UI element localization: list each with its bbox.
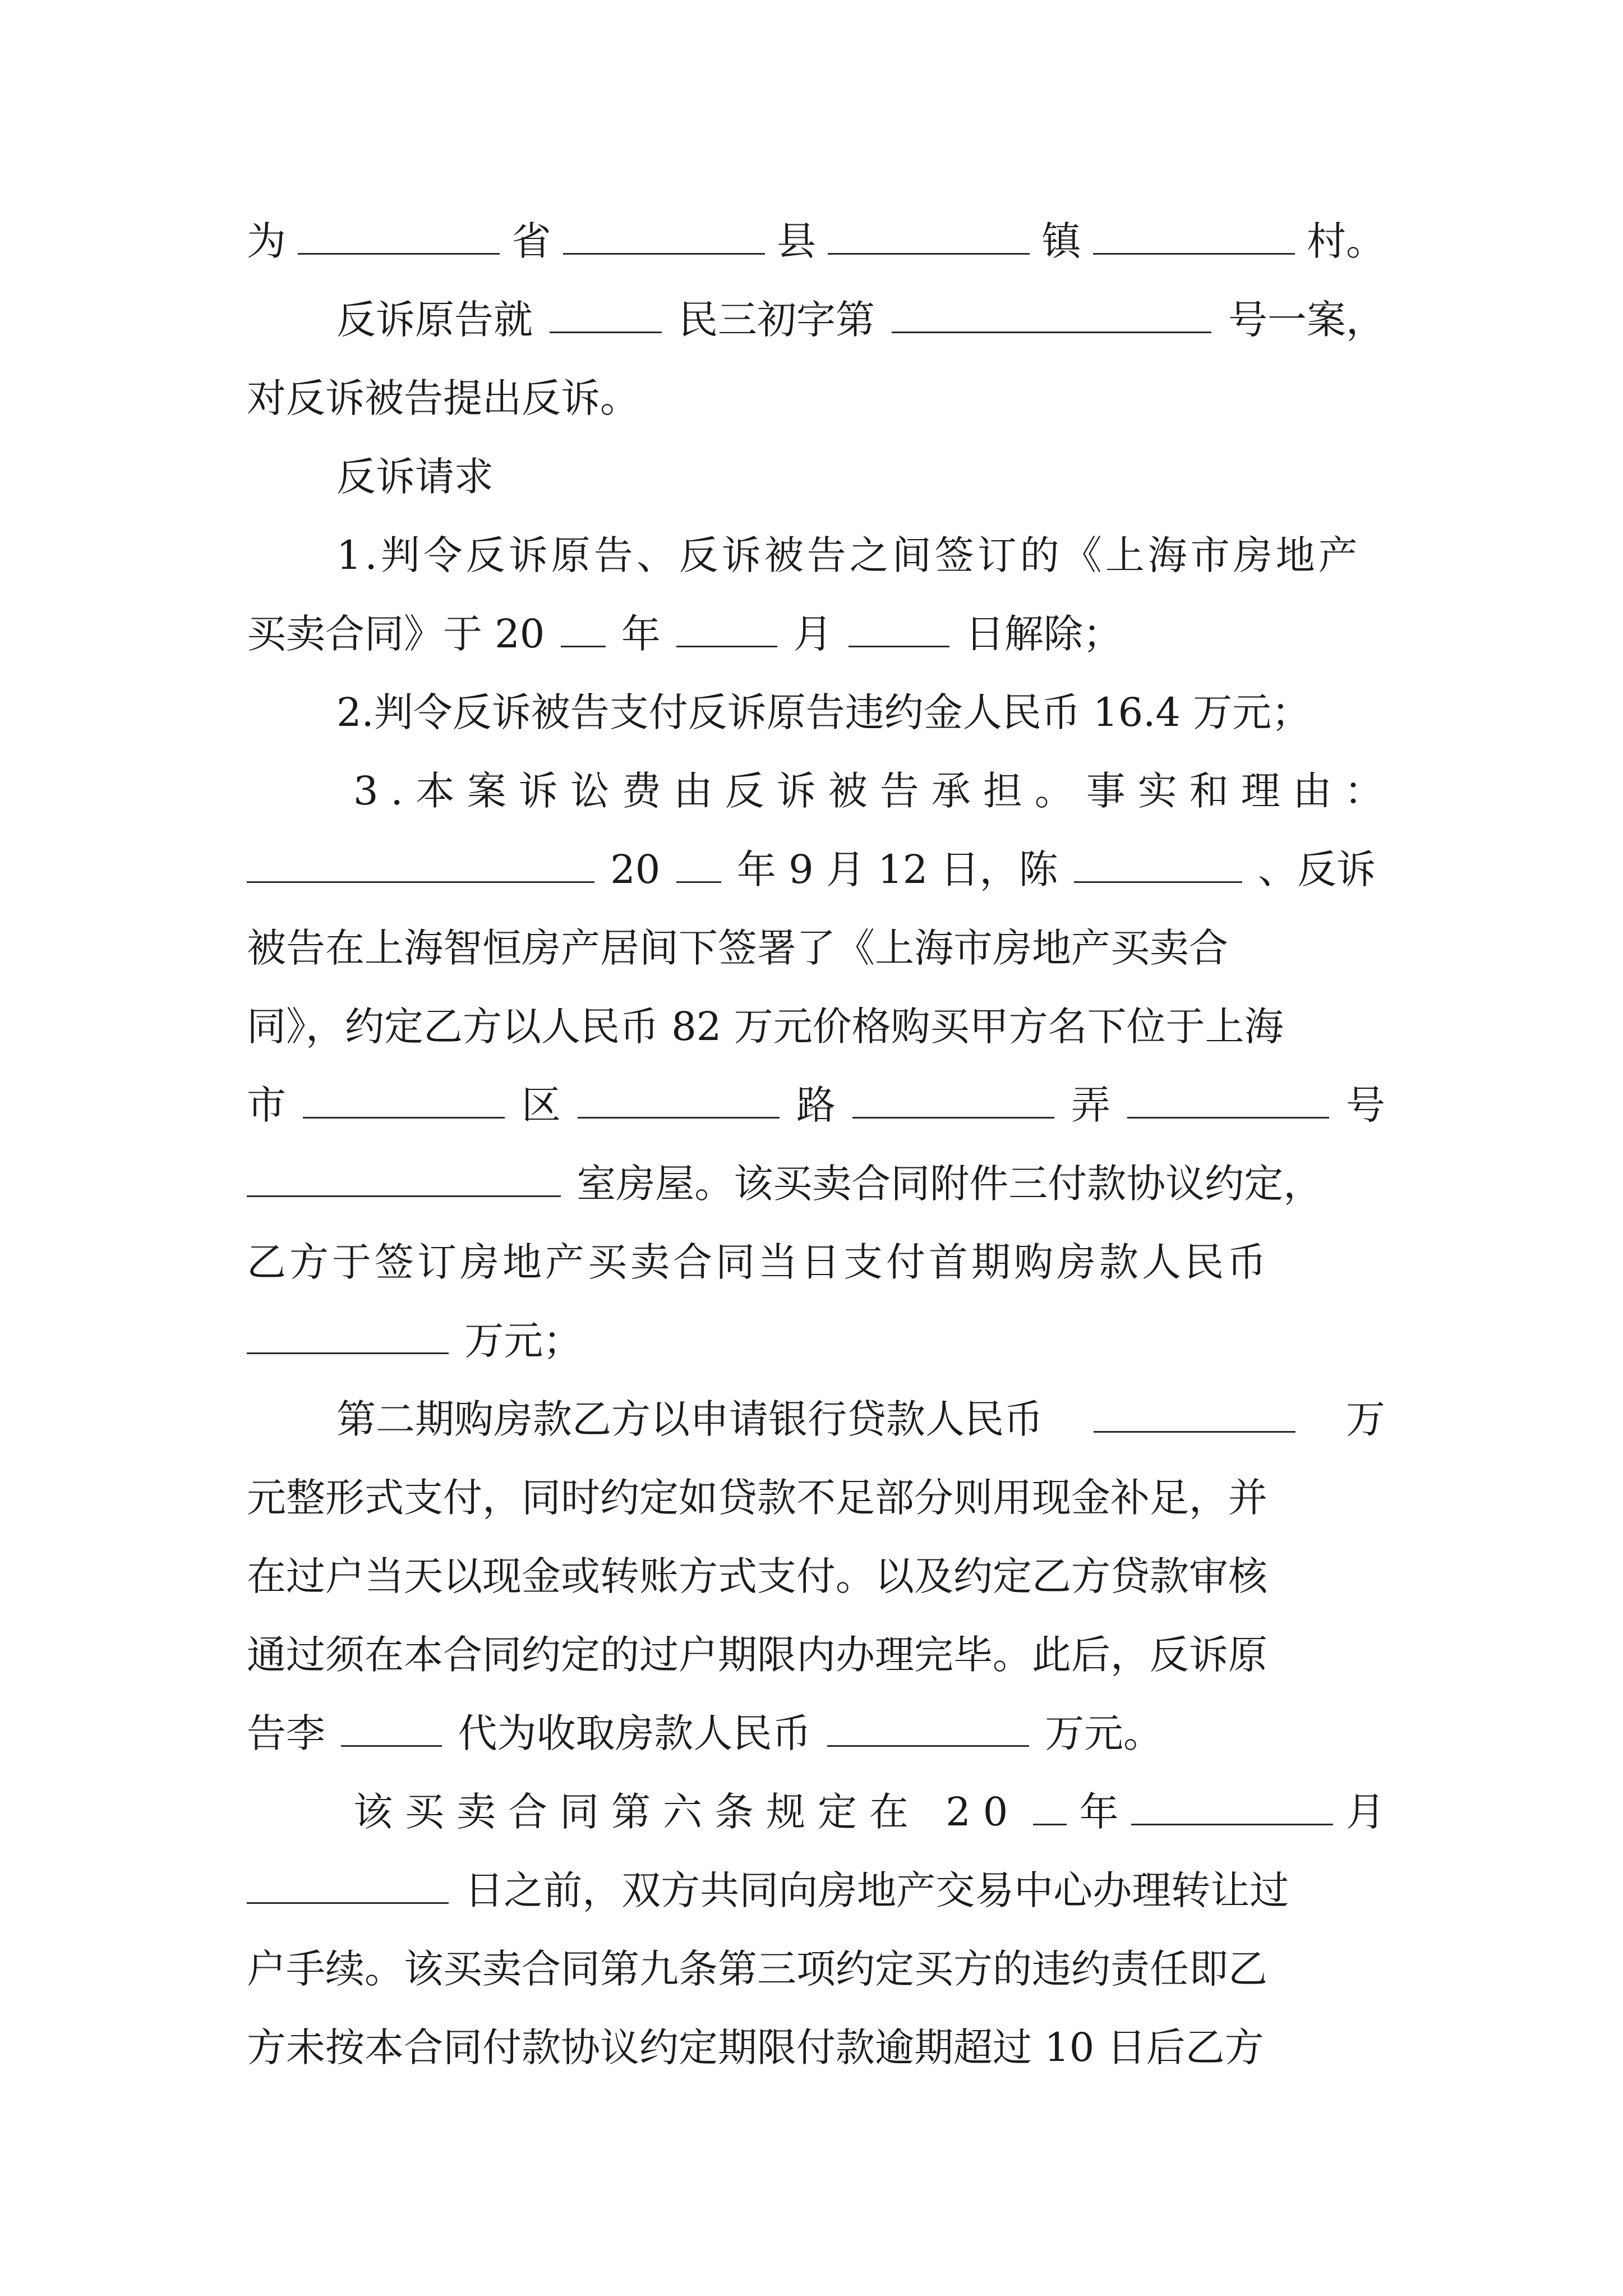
text-segment: 该买卖合同第六条规定在 20 — [353, 1789, 1021, 1835]
fill-blank — [298, 219, 500, 255]
fill-blank — [676, 848, 721, 883]
text-line — [247, 909, 1385, 987]
text-line — [247, 1223, 1385, 1301]
text-segment: 年 9 月 12 日，陈 — [736, 846, 1058, 892]
fill-blank — [828, 219, 1030, 255]
fill-blank — [563, 219, 765, 255]
text-segment: 同》，约定乙方以人民币 82 万元价格购买甲方名下位于上海 — [247, 1004, 1284, 1050]
text-line — [247, 1616, 1385, 1694]
text-segment: 室房屋。该买卖合同附件三付款协议约定， — [577, 1161, 1323, 1207]
claim-item-3 — [353, 752, 1396, 830]
text-segment: 对反诉被告提出反诉。 — [247, 375, 639, 421]
text-segment: 告李 — [247, 1710, 325, 1756]
fill-blank — [892, 298, 1211, 333]
text-line-address — [247, 1066, 1385, 1144]
fill-blank — [247, 1869, 449, 1904]
text-segment: 年 — [1079, 1789, 1119, 1835]
text-line — [247, 987, 1385, 1066]
text-line — [353, 1773, 1385, 1851]
section-heading — [336, 438, 1385, 516]
text-segment: 日之前，双方共同向房地产交易中心办理转让过 — [464, 1867, 1289, 1913]
fill-blank — [1074, 848, 1242, 883]
section-heading-text: 反诉请求 — [336, 454, 494, 500]
text-segment: 通过须在本合同约定的过户期限内办理完毕。此后，反诉原 — [247, 1632, 1267, 1678]
fill-blank — [1093, 219, 1295, 255]
text-segment: 乙方于签订房地产买卖合同当日支付首期购房款人民币 — [247, 1239, 1270, 1285]
text-segment: 年 — [621, 611, 661, 657]
text-segment: 20 — [610, 846, 661, 892]
text-segment: 在过户当天以现金或转账方式支付。以及约定乙方贷款审核 — [247, 1553, 1267, 1599]
fill-blank — [550, 298, 662, 333]
text-line — [247, 1694, 1385, 1773]
text-segment: 月 — [793, 611, 833, 657]
text-segment: 路 — [796, 1082, 836, 1128]
text-line-case-number — [336, 280, 1385, 359]
text-segment: 方未按本合同付款协议约定期限付款逾期超过 10 日后乙方 — [247, 2024, 1264, 2070]
text-segment: 号 — [1346, 1082, 1385, 1128]
fill-blank — [849, 612, 949, 647]
text-segment: 、反诉 — [1258, 846, 1376, 892]
text-segment: 民三初字第 — [679, 297, 875, 343]
fill-blank — [676, 612, 777, 647]
text-line — [247, 1537, 1385, 1616]
fill-blank — [303, 1083, 505, 1119]
text-line — [247, 1851, 1385, 1930]
fill-blank — [247, 1319, 449, 1354]
fill-blank — [1127, 1083, 1329, 1119]
text-segment: 万元。 — [1045, 1710, 1163, 1756]
text-segment: 被告在上海智恒房产居间下签署了《上海市房地产买卖合 — [247, 925, 1228, 971]
text-segment: 月 — [1345, 1789, 1385, 1835]
text-line — [247, 1144, 1385, 1223]
text-segment: 元整形式支付，同时约定如贷款不足部分则用现金补足，并 — [247, 1475, 1267, 1521]
text-segment: 县 — [777, 218, 816, 264]
claim-item-1 — [336, 516, 1385, 595]
claim-item-2 — [336, 673, 1385, 752]
text-segment: 代为收取房款人民币 — [458, 1710, 811, 1756]
fill-blank — [247, 848, 594, 883]
text-segment: 弄 — [1071, 1082, 1110, 1128]
text-line — [247, 1458, 1385, 1537]
fill-blank — [852, 1083, 1054, 1119]
text-segment: 日解除； — [965, 611, 1122, 657]
fill-blank — [1094, 1397, 1295, 1433]
text-segment: 2.判令反诉被告支付反诉原告违约金人民币 16.4 万元； — [336, 689, 1311, 735]
fill-blank — [247, 1162, 561, 1197]
text-line — [247, 1301, 1385, 1380]
text-line — [247, 2008, 1385, 2087]
fill-blank — [578, 1083, 780, 1119]
text-line — [247, 830, 1385, 909]
text-line-date — [247, 595, 1385, 673]
text-line-location — [247, 202, 1385, 280]
text-segment: 第二期购房款乙方以申请银行贷款人民币 — [336, 1396, 1043, 1442]
text-line — [247, 1930, 1385, 2008]
text-line — [247, 359, 1385, 438]
text-segment: 号一案， — [1228, 297, 1385, 343]
text-line — [336, 1380, 1385, 1458]
text-segment: 反诉原告就 — [336, 297, 533, 343]
text-segment: 镇 — [1041, 218, 1081, 264]
text-segment: 户手续。该买卖合同第九条第三项约定买方的违约责任即乙 — [247, 1946, 1267, 1992]
text-segment: 为 — [247, 218, 286, 264]
fill-blank — [1131, 1790, 1333, 1825]
text-segment: 市 — [247, 1082, 286, 1128]
text-segment: 买卖合同》于 20 — [247, 611, 545, 657]
text-segment: 万 — [1346, 1396, 1385, 1442]
text-segment: 3.本案诉讼费由反诉被告承担。事实和理由： — [353, 768, 1396, 814]
text-segment: 万元； — [464, 1318, 583, 1364]
text-segment: 区 — [522, 1082, 561, 1128]
fill-blank — [1033, 1790, 1067, 1825]
fill-blank — [827, 1711, 1029, 1747]
text-segment: 村。 — [1307, 218, 1385, 264]
fill-blank — [341, 1711, 442, 1747]
text-segment: 省 — [511, 218, 551, 264]
fill-blank — [561, 612, 606, 647]
text-segment: 1.判令反诉原告、反诉被告之间签订的《上海市房地产 — [336, 532, 1361, 578]
